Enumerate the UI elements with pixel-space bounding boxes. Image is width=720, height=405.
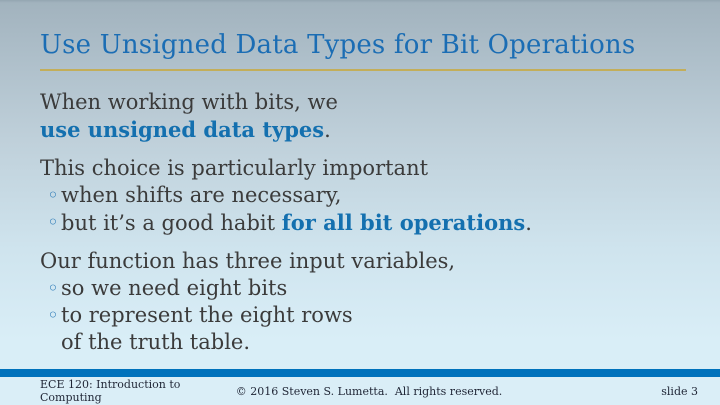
bullet-item	[40, 275, 690, 302]
text-line	[40, 116, 690, 144]
paragraph-unsigned-types	[40, 89, 690, 144]
bullet-text: when shifts are necessary,	[61, 183, 342, 207]
text-line: to represent the eight rows	[61, 303, 353, 327]
text-line: This choice is particularly important	[40, 156, 429, 180]
text-line: When working with bits, we	[40, 90, 338, 114]
bullet-icon: ◦	[47, 276, 59, 300]
text-line: of the truth table.	[61, 330, 251, 354]
bullet-icon: ◦	[47, 183, 59, 207]
bullet-icon: ◦	[47, 210, 59, 234]
bullet-text	[61, 302, 690, 356]
footer-course-name: ECE 120: Introduction to Computing	[40, 378, 181, 404]
bullet-text: so we need eight bits	[61, 276, 288, 300]
footer-copyright: © 2016 Steven S. Lumetta. All rights reserved.	[235, 384, 503, 398]
text-run: but it’s a good habit	[61, 211, 282, 235]
footer-slide-number: slide 3	[661, 384, 698, 398]
footer-accent-bar	[0, 369, 720, 377]
slide-body	[0, 71, 720, 356]
paragraph-choice-important	[40, 155, 690, 237]
bullet-icon: ◦	[47, 303, 59, 327]
text-run: .	[525, 211, 532, 235]
bullet-item	[40, 182, 690, 209]
slide-title: Use Unsigned Data Types for Bit Operations	[40, 30, 636, 60]
bullet-text	[61, 209, 690, 237]
text-run: .	[324, 118, 331, 142]
emphasized-text: for all bit operations	[281, 210, 526, 235]
bullet-item	[40, 302, 690, 356]
slide-footer	[0, 377, 720, 405]
slide-header	[0, 0, 720, 71]
bullet-item	[40, 209, 690, 237]
emphasized-text: use unsigned data types	[40, 117, 325, 142]
text-line: Our function has three input variables,	[40, 249, 456, 273]
paragraph-function-inputs	[40, 248, 690, 356]
